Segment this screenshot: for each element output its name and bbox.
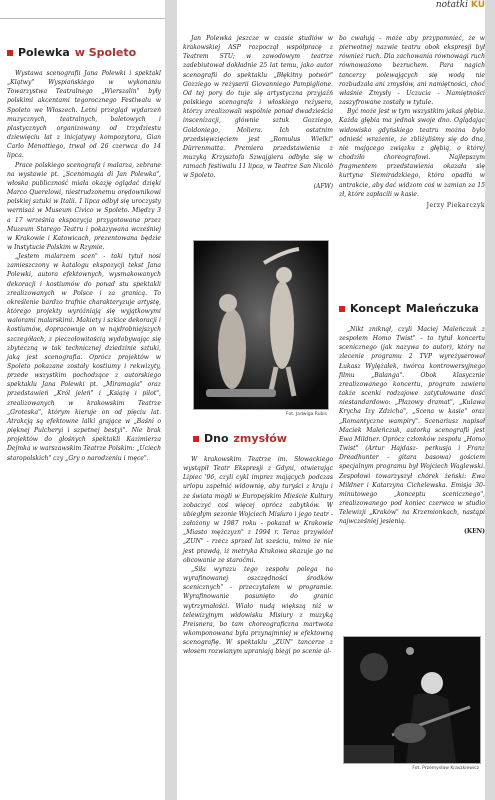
gutter-strip (165, 0, 177, 800)
photo-dancers (193, 240, 329, 410)
paragraph: Wystawa scenografii Jana Polewki i spektakl „Klątwy" Wyspiańskiego w wykonaniu Towarzystwa Teatralnego „Wierszalin" były polskimi akcentami tegorocznego Festiwalu w Spoleto we Włoszech. Letni przegląd wydarzeń muzycznych, teatralnych, baletowych i plastycznych organizowany od trzydziestu dziewięciu lat z inicjatywy kompozytora, Gian Carlo Menottiego, trwał od 26 czerwca do 14 lipca. (7, 70, 161, 160)
paragraph: W krakowskim Teatrze im. Słowackiego wystąpił Teatr Ekspresji z Gdyni, otwierając Lipiec '96, czyli cykl imprez mających podczas urlopu zapełnić widownię, aby turyści z kraju i ze świata mogli w Europejskim Mieście Kultury zobaczyć coś więcej oprócz zabytków. W ubiegłym sezonie Wojciech Misiuro i jego teatr - założony w 1987 roku - pokazał w Krakowie „Miasto mężczyzn" z 1994 r. Teraz przywiózł „ZUN" - rzecz sprzed lat sześciu, mimo że nie jest prawdą, iż metryka Krakowa skazuje go na obcowanie ze staroćmi. (183, 456, 333, 564)
section-header: notatki KU (435, 0, 485, 10)
article-koncept (339, 302, 485, 535)
dancers-image (194, 241, 328, 409)
photo-guitarist-block (343, 636, 479, 771)
article-koncept-title: Koncept Maleńczuka (339, 302, 485, 315)
signature: (KEN) (464, 528, 485, 536)
photo-guitarist (343, 636, 481, 764)
article-polewka-title: Polewka w Spoleto (7, 46, 161, 59)
photo-caption: Fot. Przemysław Kraszkiewicz (412, 766, 479, 771)
middle-column (177, 0, 333, 800)
section-square-icon (193, 436, 199, 442)
paragraph: Być może jest w tym wszystkim jakaś głębia. Każda głębia ma jednak swoje dno. Oglądając widowisko gdyńskiego teatru można było odnieść wrażenie, że zbliżyliśmy się do dna, nie mającego związku z głębią, o której chodziło choreografowi. Najlepszym fragmentem przedstawienia okazała się kurtyna Siemiradzkiego, która opadła w antrakcie, aby dać widzom coś w zamian za 15 zł, które zapłacili w kasie. (339, 108, 485, 198)
article-continued (183, 34, 333, 190)
paragraph: Jan Polewka jeszcze w czasie studiów w krakowskiej ASP rozpoczął współpracę z Teatrem STU; w zawodowym teatrze zadebiutował dokładnie 25 lat temu, jako autor scenografii do spektaklu „Błękitny potwór" Gozziego w reżyserii Giovanniego Pampiglione. Od tej pory do tuje się artystyczna przyjaźń polskiego scenografa i włoskiego reżysera, którzy zrealizowali wspólnie ponad dwadzieścia inscenizacji, głównie sztuk Gozziego, Goldoniego, Moliera. Ich ostatnim przedsięwzięciem jest „Romulus Wielki" Dürrenmatta. Premiera przedstawienia z muzyką Krzysztofa Szwajgiera odbyła się w ramach festiwalu 11 lipca, w Teatrze San Nicolò w Spoleto. (183, 35, 333, 180)
photo-dancers-block (193, 240, 327, 417)
article-polewka (7, 46, 161, 463)
paragraph: „Nikt zniknął, czyli Maciej Maleńczuk z zespołem Homo Twist" - to tytuł koncertu scenicznego (jak nazywa to autor), który na zlecenie programu 2 TVP wyreżyserował Łukasz Wylężałek, twórca kontrowersyjnego filmu „Balanga". Obok klasycznie zrealizowanego koncertu, program zawiera także scenki rodzajowe zatytułowane dość niestandardowo: „Płazowy dramat", „Kulawa Krycha Izy Zdzicha", „Scena w kasie" oraz „Romantyczne wampiry". Scenariusz napisał Maciek Maleńczuk, autorką scenografii jest Ewa Mildner. Oprócz członków zespołu „Homo Twist" (Artur Hajdasz- perkusja i Franz Dreadhunter - gitara basowa) gościem specjalnym programu był Wojciech Waglewski. Zespołowi towarzyszył chórek żeński: Ewa Mildner i Katarzyna Cichelewska. Emisja 30-minutowego „konceptu scenicznego", zrealizowanego pod koniec czerwca w studio Telewizji „Kraków" na Krzemionkach, nastąpi najwcześniej jesienią. (339, 326, 485, 526)
paragraph: „Siła wyrazu tego zespołu polega na wyrafinowanej oszczędności środków scenicznych" - przeczytałem w programie. Wyrafinowanie posunięto do granic wytrzymałości. Wiało nudą większą niż w telewizyjnym widowisku Misiury z muzyką Preisnera, bo tam choreograficzna martwota wkomponowana była przynajmniej w efektowną scenografię. W spektaklu „ZUN" tancerze z włosem rozwianym upraniają biegi po scenie al- (183, 565, 333, 656)
paragraph: bo cwałują - może aby przypomnieć, że w pierwotnej nazwie teatru obok ekspresji był również ruch. Dla zachowania równowagi ruch równoważono bezruchem. Para nagich tancerzy polewających się wodą nie rozbudzała ani zmysłów, ani namiętności, choć właśnie Zmysły - Uczucia - Namiętności zaszyfrowane zostały w tytule. (339, 35, 485, 107)
paragraph: Prace polskiego scenografa i malarza, zebrane na wystawie pt. „Scenomagia di Jan Polewka", włoska publiczność miała okazję oglądać dzięki Marco Querelowi, niestrudzonemu orędownikowi polskiej sztuki w Italii. 1 lipca odbył się uroczysty wernisaż w Museum Civico w Spoleto. Między 3 a 17 września ekspozycja przygotowana przez Muzeum Starego Teatru i pokazywana wcześniej w Krakowie i Katowicach, prezentowana będzie w Instytucie Polskim w Rzymie. (7, 161, 161, 251)
top-edge-rule (0, 0, 165, 19)
article-dno-title: Dno zmysłów (193, 432, 333, 445)
left-column (0, 0, 165, 800)
article-polewka-body (7, 69, 161, 463)
right-column (333, 0, 485, 800)
signature: (AFW) (313, 182, 333, 190)
article-dno-continued (339, 34, 485, 209)
photo-caption: Fot. Jadwiga Rubis (286, 412, 327, 417)
section-square-icon (7, 50, 13, 56)
edge-strip (485, 0, 495, 800)
paragraph: „Jestem malarzem scen" - taki tytuł nosi zamieszczony w katalogu ekspozycji tekst Jana Polewki, autora efektownych, wysmakowanych dekoracji i kostiumów do ponad stu spektakli zrealizowanych w Polsce i za granicą. To określenie bardzo trafnie charakteryzuje artystę, którego projekty wyróżniają się wyjątkowymi walorami malarskimi. Makiety i szkice dekoracji i kostiumów, dopracowuje on w najdrobniejszych szczegółach, z pieczołowitością wydobywając się zbyteczną w tak technicznej dziedzinie sztuki, jaką jest scenografia. Oprócz projektów w Spoleto pokazane zostały kostiumy i rekwizyty, przede wszystkim pochodzące z autorskiego spektaklu Jana Polewki pt. „Miramagia" oraz przedstawień „Król jeleń" i „Książę i pilot", zrealizowanych w krakowskim Teatrze „Groteska", którym kieruje on od pięciu lat. Atrakcją są efektowne lalki grające w „Baśni o pięknej Pulcheryi i szpetnej bestyi". Nie brak projektów do głośnych spektakli Kazimierza Dejmka w warszawskim Teatrze Polskim: „Uciech staropolskich" czy „Gry o narodzeniu i męce". (7, 253, 161, 462)
guitarist-image (344, 637, 480, 763)
article-dno (183, 432, 333, 656)
signature: Jerzy Piekarczyk (426, 201, 485, 209)
section-square-icon (339, 306, 345, 312)
